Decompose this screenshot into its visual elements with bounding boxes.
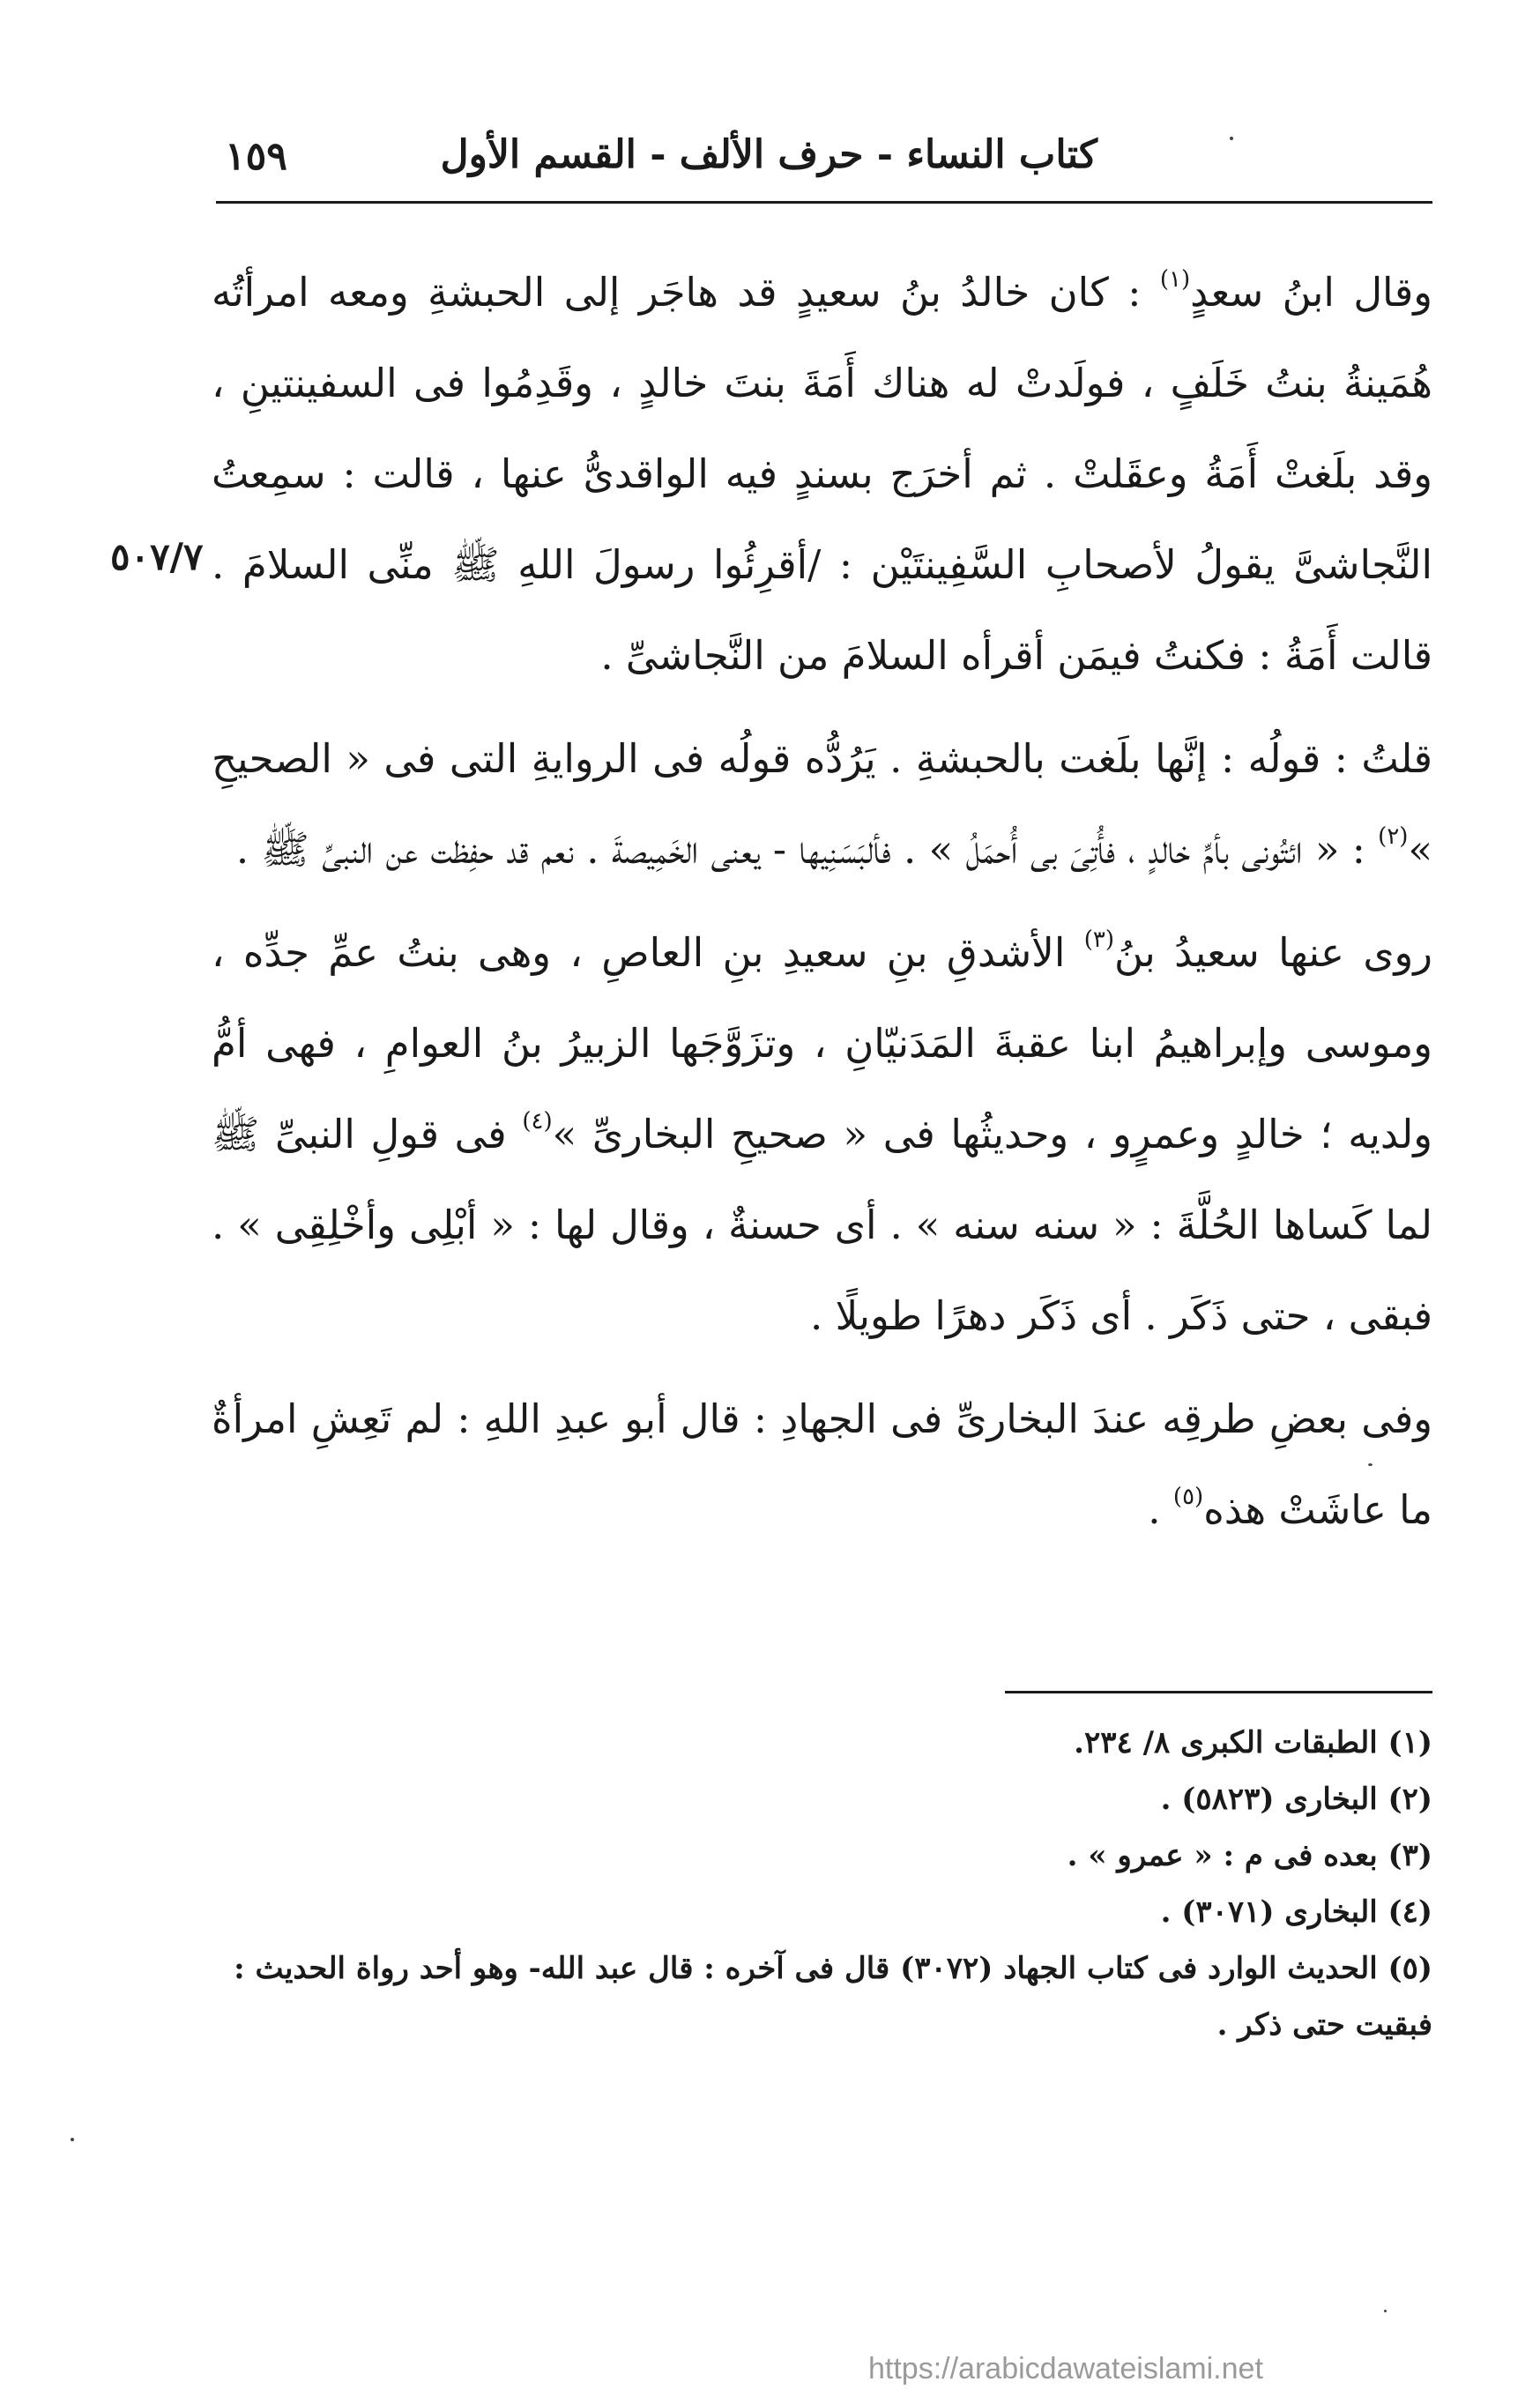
paragraph [212,1373,1432,1555]
paragraph-text: قلتُ : قولُه : إنَّها بلَغت بالحبشةِ . يَرُدُّه قولُه فى الروايةِ التى فى « الصحيحِ » [212,735,1432,873]
paragraph-text: . [1148,1486,1173,1533]
footnote-divider [1005,1691,1432,1693]
header-title: كتاب النساء - حرف الألف - القسم الأول [440,132,1097,177]
paragraph-text: وقال ابنُ سعدٍ [1190,269,1432,316]
footnote-marker: (٥) [1172,1484,1204,1510]
header-divider [216,201,1432,204]
watermark-url: https://arabicdawateislami.net [868,2352,1263,2385]
scan-speck [1230,137,1233,140]
paragraph-text: روى عنها سعيدُ بنُ [1113,929,1433,976]
page-number: ١٥٩ [225,134,287,179]
paragraph-text: فى قولِ النبىِّ ﷺ لما كَساها الحُلَّةَ : « سنه سنه » . أى حسنةٌ ، وقال لها : « أبْلِى وأخْلِقِى » . فبقى ، حتى ذَكَر . أى ذَكَر دهرًا طويلًا . [212,1111,1432,1339]
paragraph-text: وفى بعضِ طرقِه عندَ البخارىِّ فى الجهادِ : قال أبو عبدِ اللهِ : لم تَعِشِ امرأةٌ ما عاشَتْ هذه [212,1396,1432,1533]
footnote-item: (١) الطبقات الكبرى ٨/ ٢٣٤. [1074,1725,1432,1760]
footnote-marker: (٤) [522,1108,553,1135]
main-text [212,247,1432,1567]
footnote-marker: (٣) [1083,927,1114,953]
scan-speck [1384,2310,1387,2312]
paragraph-text: : كان خالدُ بنُ سعيدٍ قد هاجَر إلى الحبشةِ ومعه امرأتُه هُمَينةُ بنتُ خَلَفٍ ، فولَدتْ له هناك أَمَةَ بنتَ خالدٍ ، وقَدِمُوا فى السفينتينِ ، وقد بلَغتْ أَمَةُ وعقَلتْ . ثم أخرَج بسندٍ فيه الواقدىُّ عنها ، قالت : سمِعتُ النَّجاشىَّ يقولُ لأصحابِ السَّفِينتَيْن : /أقرِئُوا رسولَ اللهِ ﷺ منِّى السلامَ . قالت أَمَةُ : فكنتُ فيمَن أقرأه السلامَ من النَّجاشىِّ . [212,269,1432,679]
paragraph [212,713,1432,895]
paragraph-text: الأشدقِ بنِ سعيدِ بنِ العاصِ ، وهى بنتُ عمِّ جدِّه ، وموسى وإبراهيمُ ابنا عقبةَ المَدَنيّانِ ، وتزَوَّجَها الزبيرُ بنُ العوامِ ، فهى أمُّ ولديه ؛ خالدٍ وعمرٍو ، وحديثُها فى « صحيحِ البخارىِّ » [212,929,1432,1157]
footnote-marker: (١) [1159,266,1191,293]
footnote-item: (٥) الحديث الوارد فى كتاب الجهاد (٣٠٧٢) قال فى آخره : قال عبد الله- وهو أحد رواة الحديث : فبقيت حتى ذكر . [234,1951,1432,2043]
running-header [216,123,1432,194]
scan-speck [71,2138,74,2141]
margin-reference: ٥٠٧/٧ [110,535,204,578]
footnotes [212,1715,1432,2053]
footnote-marker: (٢) [1378,823,1409,850]
footnote-item: (٢) البخارى (٥٨٢٣) . [1160,1782,1432,1817]
footnote-item: (٣) بعده فى م : « عمرو » . [1067,1838,1432,1873]
paragraph [212,907,1432,1361]
paragraph [212,247,1432,701]
scan-speck [1368,1463,1373,1466]
paragraph-text: : « ائتُونى بأمِّ خالدٍ ، فأُتِىَ بى أُحمَلُ » . فألبَسَنِيها - يعنى الخَمِيصةَ . نعم قد حفِظت عن النبىِّ ﷺ . [235,826,1379,873]
footnote-item: (٤) البخارى (٣٠٧١) . [1160,1894,1432,1930]
